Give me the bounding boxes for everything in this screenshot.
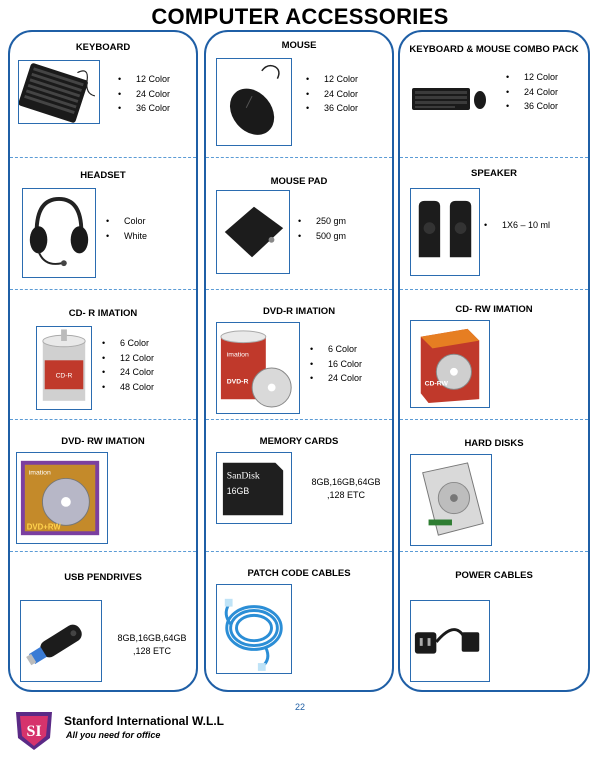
svg-text:16GB: 16GB — [226, 485, 250, 496]
product-harddisk — [400, 420, 588, 551]
keyboard-image — [18, 60, 100, 124]
dvd-rw-image — [16, 452, 108, 544]
cd-r-image — [36, 326, 92, 410]
product-title: MEMORY CARDS — [259, 436, 339, 447]
company-logo — [12, 708, 56, 752]
product-usb — [10, 552, 196, 692]
page-title: COMPUTER ACCESSORIES — [151, 4, 449, 29]
company-name: Stanford International W.L.L — [64, 714, 224, 728]
spec-item: • 24 Color — [102, 365, 154, 380]
product-title: CD- RW IMATION — [455, 304, 533, 315]
product-title: KEYBOARD — [75, 42, 131, 53]
usb-specs — [112, 632, 192, 658]
mouse-specs — [306, 72, 358, 116]
memory-specs — [306, 476, 386, 502]
column-right — [398, 30, 590, 692]
product-combo — [400, 32, 588, 157]
patch-cable-image — [216, 584, 292, 674]
headset-specs — [106, 214, 147, 243]
spec-item: • 12 Color — [306, 72, 358, 87]
company-tagline: All you need for office — [66, 730, 161, 740]
dvd-r-image — [216, 322, 300, 414]
combo-specs — [506, 70, 558, 114]
spec-item: • 24 Color — [306, 87, 358, 102]
product-title: KEYBOARD & MOUSE COMBO PACK — [409, 44, 579, 55]
spec-line: ,128 ETC — [326, 490, 366, 500]
cd-rw-image — [410, 320, 490, 408]
spec-item: • 36 Color — [118, 101, 170, 116]
svg-text:DVD+RW: DVD+RW — [26, 522, 61, 532]
spec-item: • 12 Color — [506, 70, 558, 85]
spec-line: 8GB,16GB,64GB — [311, 477, 381, 487]
spec-item: • 24 Color — [506, 85, 558, 100]
mousepad-specs — [298, 214, 346, 243]
combo-image — [410, 70, 490, 132]
product-title: MOUSE — [281, 40, 317, 51]
spec-item: • 12 Color — [102, 351, 154, 366]
product-speaker — [400, 158, 588, 289]
spec-line: ,128 ETC — [132, 646, 172, 656]
product-mousepad — [206, 158, 392, 289]
spec-item: • 12 Color — [118, 72, 170, 87]
product-title: DVD-R IMATION — [262, 306, 336, 317]
speaker-image — [410, 188, 480, 276]
headset-image — [22, 188, 96, 278]
product-cd-r — [10, 290, 196, 419]
product-headset — [10, 158, 196, 289]
spec-item: • 16 Color — [310, 357, 362, 372]
product-power — [400, 552, 588, 692]
product-title: SPEAKER — [471, 168, 517, 179]
product-mouse — [206, 32, 392, 157]
product-title: USB PENDRIVES — [64, 572, 142, 583]
spec-item: • 6 Color — [102, 336, 154, 351]
keyboard-specs — [118, 72, 170, 116]
product-memory — [206, 420, 392, 551]
svg-text:imation: imation — [226, 351, 249, 359]
hard-disk-image — [410, 454, 492, 546]
spec-line: 8GB,16GB,64GB — [117, 633, 187, 643]
product-title: PATCH CODE CABLES — [247, 568, 351, 579]
svg-text:CD-RW: CD-RW — [424, 380, 448, 388]
spec-item: • 36 Color — [306, 101, 358, 116]
mouse-image — [216, 58, 292, 146]
svg-text:CD-R: CD-R — [55, 372, 73, 380]
cd-r-specs — [102, 336, 154, 394]
column-left — [8, 30, 198, 692]
spec-item: • 36 Color — [506, 99, 558, 114]
svg-text:SI: SI — [26, 723, 42, 740]
spec-item: • 48 Color — [102, 380, 154, 395]
product-dvd-rw — [10, 420, 196, 551]
product-dvd-r — [206, 290, 392, 419]
product-patch — [206, 552, 392, 692]
power-cable-image — [410, 600, 490, 682]
svg-text:SanDisk: SanDisk — [226, 470, 260, 482]
spec-item: • 6 Color — [310, 342, 362, 357]
product-title: POWER CABLES — [455, 570, 533, 581]
product-keyboard — [10, 32, 196, 157]
usb-image — [20, 600, 102, 682]
spec-item: • 250 gm — [298, 214, 346, 229]
memory-card-image — [216, 452, 292, 524]
mousepad-image — [216, 190, 290, 274]
product-title: DVD- RW IMATION — [61, 436, 145, 447]
spec-item: • 24 Color — [310, 371, 362, 386]
dvd-r-specs — [310, 342, 362, 386]
product-title: MOUSE PAD — [270, 176, 328, 187]
spec-item: • 24 Color — [118, 87, 170, 102]
column-middle — [204, 30, 394, 692]
svg-text:imation: imation — [28, 469, 51, 477]
product-title: HARD DISKS — [464, 438, 524, 449]
product-title: CD- R IMATION — [68, 308, 138, 319]
page-number: 22 — [294, 702, 305, 712]
product-title: HEADSET — [80, 170, 126, 181]
spec-item: • Color — [106, 214, 147, 229]
spec-item: • 500 gm — [298, 229, 346, 244]
svg-text:DVD-R: DVD-R — [226, 378, 249, 386]
spec-item: • 1X6 – 10 ml — [484, 218, 550, 233]
spec-item: • White — [106, 229, 147, 244]
product-cd-rw — [400, 290, 588, 419]
speaker-specs — [484, 218, 550, 233]
